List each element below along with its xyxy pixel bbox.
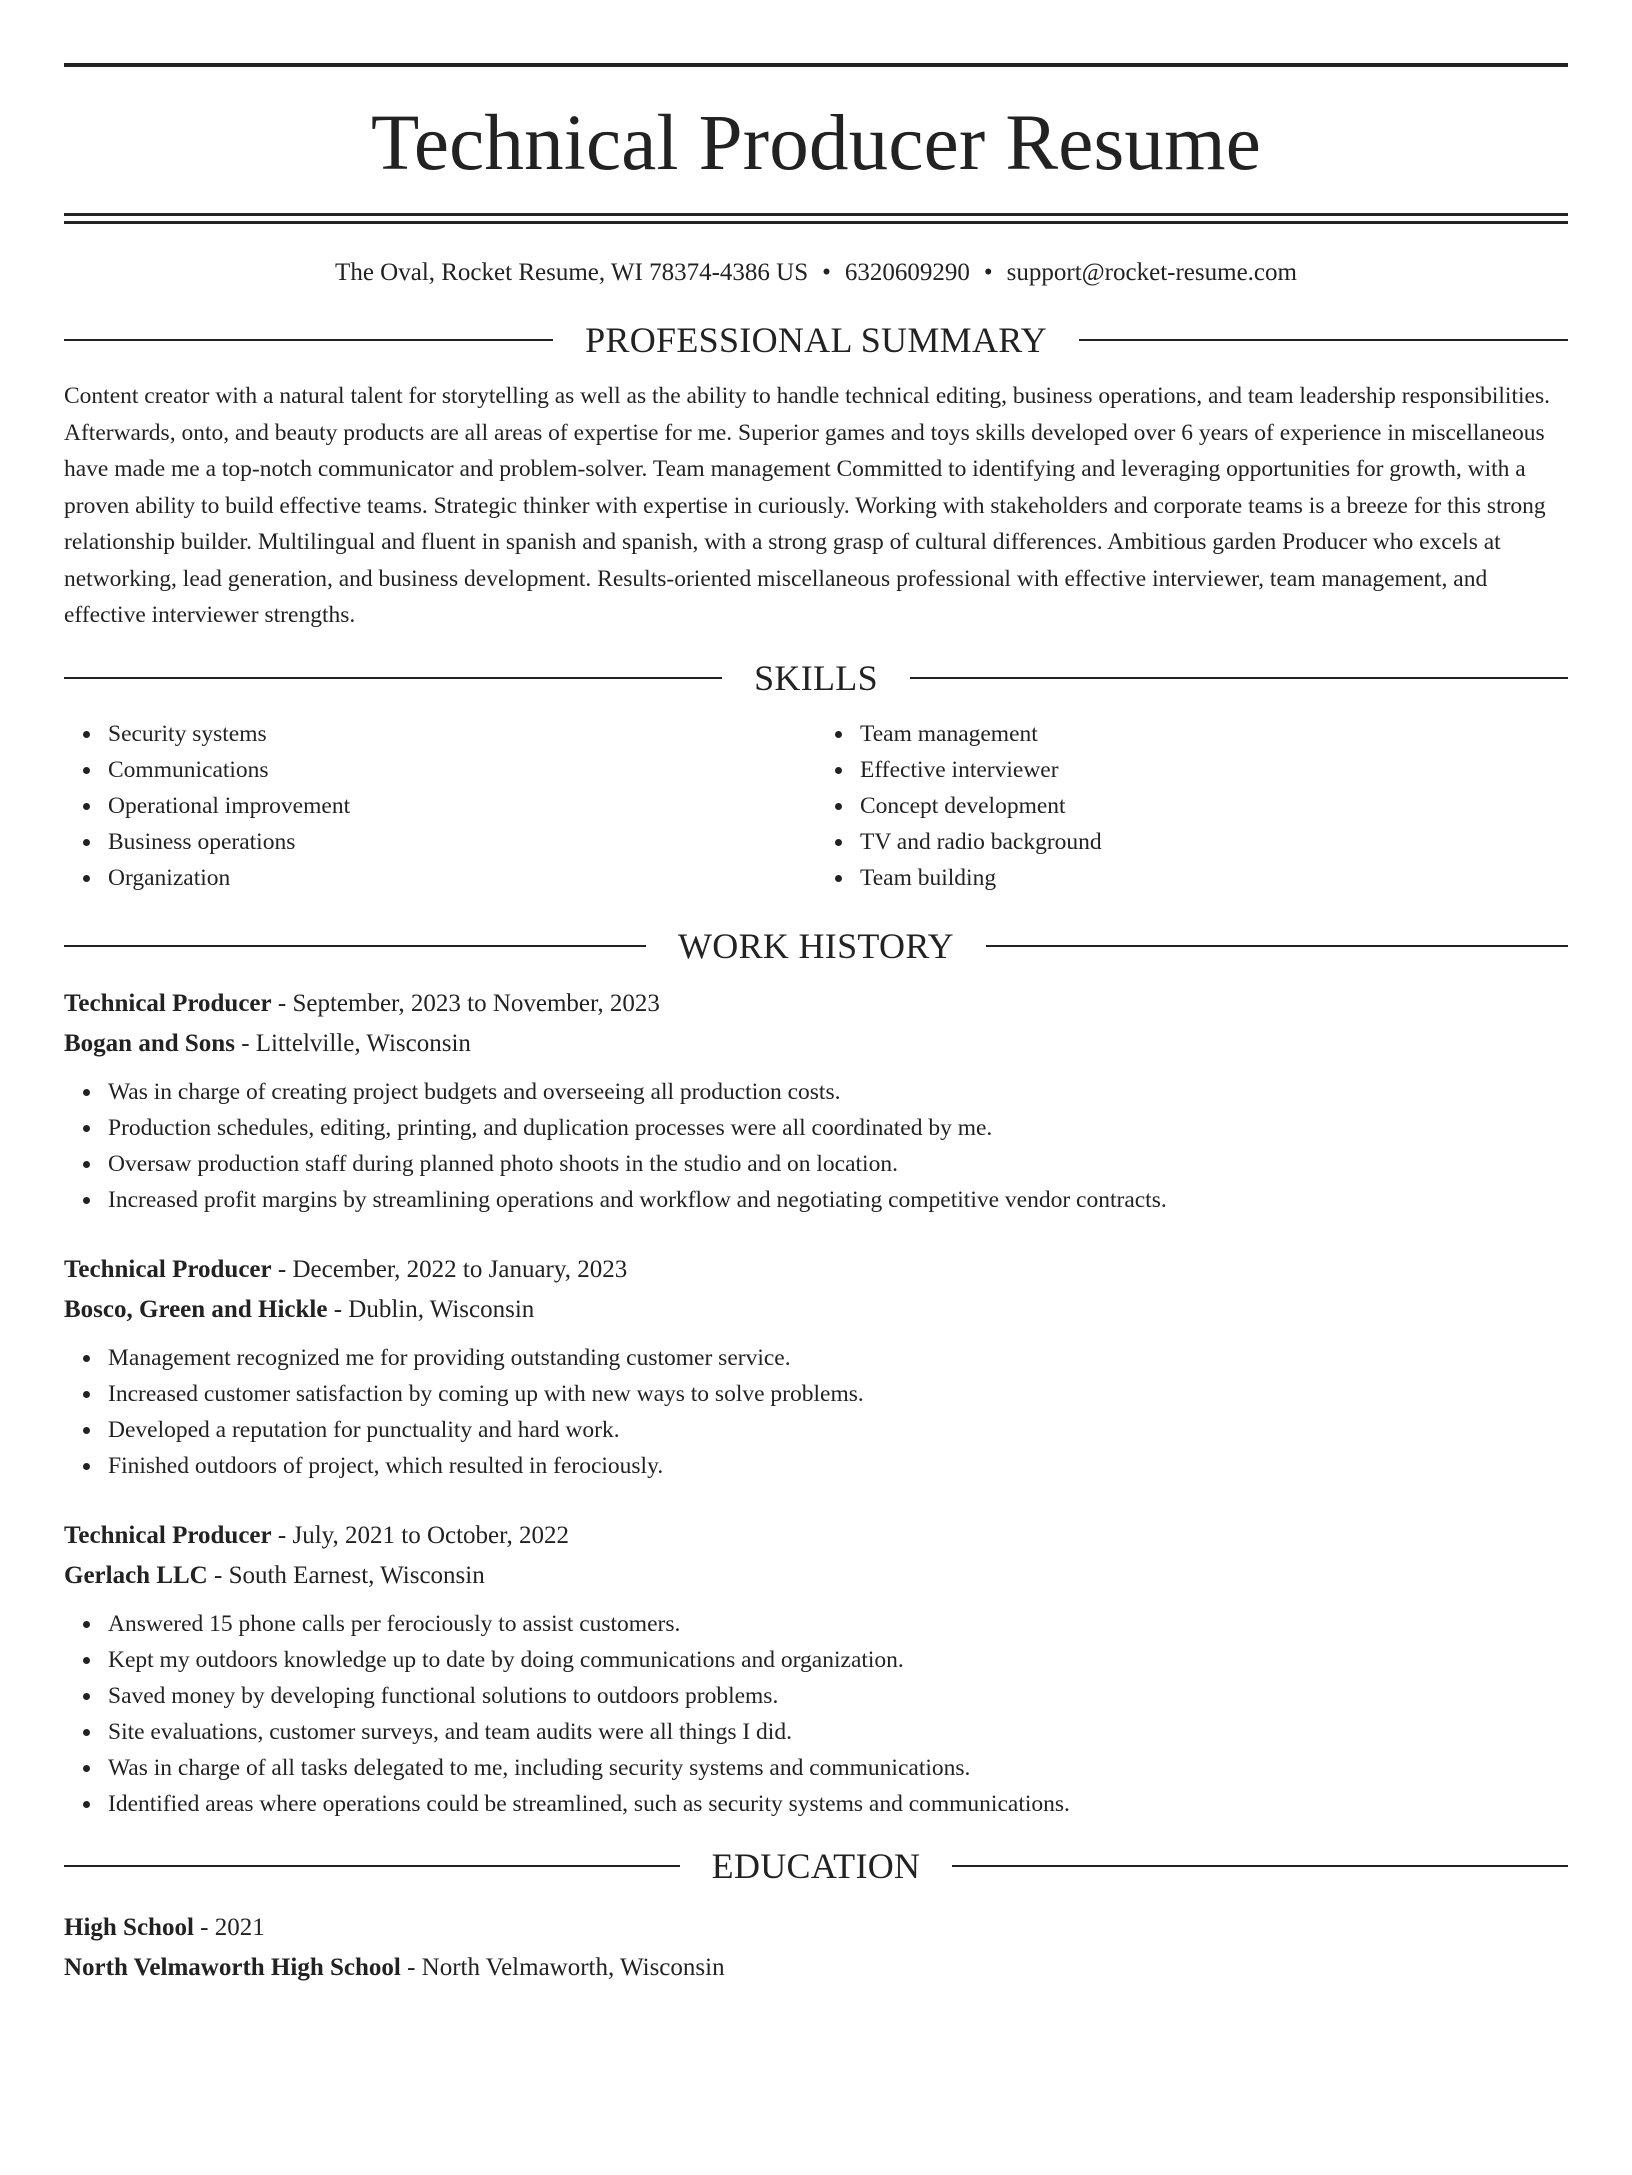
job-bullet: Production schedules, editing, printing, and duplication processes were all coordinated by me.: [108, 1110, 1568, 1146]
skill-item: Operational improvement: [108, 788, 816, 824]
job-bullets: [64, 1340, 1568, 1484]
skills-column-left: [64, 716, 816, 896]
job-title-line: [64, 984, 1568, 1024]
resume-page: [0, 63, 1632, 2175]
education-degree: High School: [64, 1913, 194, 1941]
education-school: North Velmaworth High School: [64, 1953, 401, 1981]
job-bullet: Increased profit margins by streamlining operations and workflow and negotiating competitive vendor contracts.: [108, 1182, 1568, 1218]
education-school-line: [64, 1948, 1568, 1988]
job-dates: - September, 2023 to November, 2023: [271, 989, 660, 1017]
heading-rule: [64, 1865, 680, 1867]
heading-rule: [64, 677, 722, 679]
skills-heading: [64, 657, 1568, 698]
summary-heading: [64, 322, 1568, 358]
job-company: Bosco, Green and Hickle: [64, 1295, 328, 1323]
education-entry: [64, 1908, 1568, 1988]
education-year: - 2021: [193, 1913, 265, 1941]
job-bullet: Saved money by developing functional solutions to outdoors problems.: [108, 1678, 1568, 1714]
skill-item: Business operations: [108, 824, 816, 860]
job-location: - Littelville, Wisconsin: [234, 1029, 471, 1057]
education-heading: [64, 1845, 1568, 1886]
job-bullet: Management recognized me for providing outstanding customer service.: [108, 1340, 1568, 1376]
job-title: Technical Producer: [64, 1521, 272, 1549]
work-heading: [64, 925, 1568, 966]
job-bullet: Was in charge of all tasks delegated to me, including security systems and communications.: [108, 1750, 1568, 1786]
header-top-rule: [64, 63, 1568, 67]
resume-title: Technical Producer Resume: [370, 100, 1262, 187]
job-bullet: Kept my outdoors knowledge up to date by doing communications and organization.: [108, 1642, 1568, 1678]
job-bullets: [64, 1606, 1568, 1822]
job-bullet: Was in charge of creating project budgets and overseeing all production costs.: [108, 1074, 1568, 1110]
contact-email: support@rocket-resume.com: [1006, 259, 1297, 286]
job-bullet: Answered 15 phone calls per ferociously to assist customers.: [108, 1606, 1568, 1642]
job-entry: [64, 1250, 1568, 1484]
skill-item: TV and radio background: [860, 824, 1568, 860]
skill-item: Organization: [108, 860, 816, 896]
job-bullet: Developed a reputation for punctuality and hard work.: [108, 1412, 1568, 1448]
job-dates: - July, 2021 to October, 2022: [271, 1521, 569, 1549]
header-double-rule: [64, 213, 1568, 224]
job-company-line: [64, 1556, 1568, 1596]
skills-list: [64, 716, 1568, 896]
job-company: Gerlach LLC: [64, 1561, 208, 1589]
job-entry: [64, 1516, 1568, 1822]
section-title: SKILLS: [754, 657, 878, 698]
skill-item: Effective interviewer: [860, 752, 1568, 788]
skill-item: Communications: [108, 752, 816, 788]
skill-item: Team building: [860, 860, 1568, 896]
job-bullet: Site evaluations, customer surveys, and team audits were all things I did.: [108, 1714, 1568, 1750]
education-location: - North Velmaworth, Wisconsin: [400, 1953, 725, 1981]
skill-item: Concept development: [860, 788, 1568, 824]
skill-item: Security systems: [108, 716, 816, 752]
skills-column-right: [816, 716, 1568, 896]
job-company-line: [64, 1024, 1568, 1064]
section-title: PROFESSIONAL SUMMARY: [585, 320, 1047, 360]
job-title-line: [64, 1250, 1568, 1290]
section-title: WORK HISTORY: [678, 925, 954, 966]
job-bullet: Finished outdoors of project, which resulted in ferociously.: [108, 1448, 1568, 1484]
section-title: EDUCATION: [711, 1845, 921, 1886]
job-location: - South Earnest, Wisconsin: [207, 1561, 485, 1589]
contact-address: The Oval, Rocket Resume, WI 78374-4386 US: [335, 259, 809, 286]
job-title-line: [64, 1516, 1568, 1556]
job-bullet: Identified areas where operations could be streamlined, such as security systems and communications.: [108, 1786, 1568, 1822]
contact-separator: •: [983, 259, 993, 286]
heading-rule: [952, 1865, 1568, 1867]
heading-rule: [986, 945, 1568, 947]
heading-rule: [1079, 339, 1568, 341]
skill-item: Team management: [860, 716, 1568, 752]
job-entry: [64, 984, 1568, 1218]
contact-separator: •: [822, 259, 831, 286]
job-location: - Dublin, Wisconsin: [327, 1295, 535, 1323]
job-company-line: [64, 1290, 1568, 1330]
education-degree-line: [64, 1908, 1568, 1948]
heading-rule: [64, 339, 553, 341]
job-title: Technical Producer: [64, 1255, 272, 1283]
job-company: Bogan and Sons: [64, 1029, 235, 1057]
summary-text: Content creator with a natural talent for storytelling as well as the ability to handle technical editing, business operations, and team leadership responsibilities. Afterwards, onto, and beauty products are all areas of expertise for me. Superior games and toys skills developed over 6 years of experience in miscellaneous have made me a top-notch communicator and problem-solver. Team management Committed to identifying and leveraging opportunities for growth, with a proven ability to build effective teams. Strategic thinker with expertise in curiously. Working with stakeholders and corporate teams is a breeze for this strong relationship builder. Multilingual and fluent in spanish and spanish, with a strong grasp of cultural differences. Ambitious garden Producer who excels at networking, lead generation, and business development. Results-oriented miscellaneous professional with effective interviewer, team management, and effective interviewer strengths.: [64, 383, 1550, 628]
job-bullet: Increased customer satisfaction by coming up with new ways to solve problems.: [108, 1376, 1568, 1412]
job-dates: - December, 2022 to January, 2023: [271, 1255, 628, 1283]
contact-line: [64, 258, 1568, 288]
job-title: Technical Producer: [64, 989, 272, 1017]
job-bullets: [64, 1074, 1568, 1218]
job-bullet: Oversaw production staff during planned photo shoots in the studio and on location.: [108, 1146, 1568, 1182]
heading-rule: [64, 945, 646, 947]
contact-phone: 6320609290: [844, 259, 970, 286]
heading-rule: [910, 677, 1568, 679]
